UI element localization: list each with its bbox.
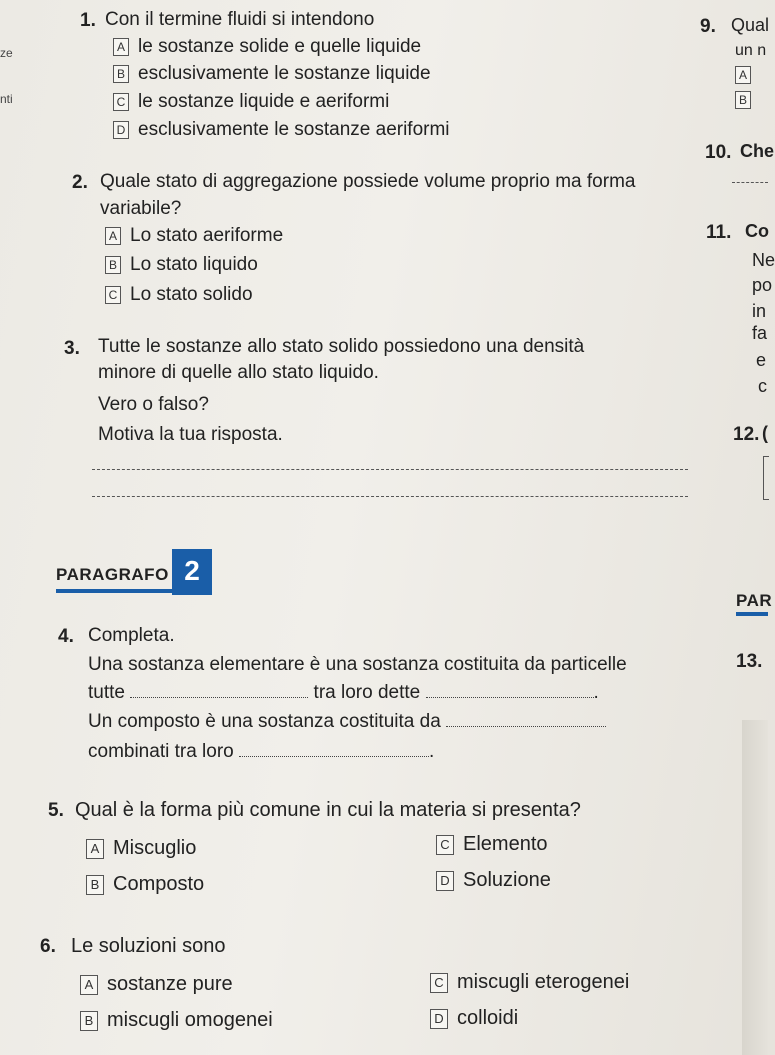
option-text: esclusivamente le sostanze liquide xyxy=(138,63,431,84)
question-4-title: Completa. xyxy=(88,625,175,646)
question-2-number: 2. xyxy=(72,172,88,193)
fill-text: tutte xyxy=(88,682,125,703)
question-10-number: 10. xyxy=(705,142,732,163)
text-fragment: e xyxy=(756,350,767,370)
fill-blank[interactable] xyxy=(130,696,308,698)
question-4-line3 xyxy=(88,711,606,733)
option-letter-badge: A xyxy=(735,66,751,84)
fill-text: Un composto è una sostanza costituita da xyxy=(88,711,441,732)
question-6-option-c[interactable] xyxy=(430,971,629,994)
question-1-option-c[interactable] xyxy=(113,91,389,113)
option-letter-badge: C xyxy=(430,973,448,993)
option-letter-badge: B xyxy=(735,91,751,109)
option-letter-badge: A xyxy=(105,227,121,245)
option-text: miscugli eterogenei xyxy=(457,971,630,993)
answer-box-edge[interactable] xyxy=(763,456,769,500)
question-11-number: 11. xyxy=(706,222,732,243)
question-3-prompt: Vero o falso? xyxy=(98,394,209,415)
option-text: colloidi xyxy=(457,1007,519,1029)
option-letter-badge: D xyxy=(113,121,129,139)
question-1-option-a[interactable] xyxy=(113,36,421,58)
question-5-number: 5. xyxy=(48,800,64,821)
option-letter-badge: B xyxy=(105,256,121,274)
paragraph-underline xyxy=(736,612,768,616)
margin-fragment: ze xyxy=(0,46,13,60)
question-1-option-d[interactable] xyxy=(113,119,450,141)
fill-blank[interactable] xyxy=(446,725,606,727)
text-fragment: po xyxy=(752,275,773,295)
question-3-motivate: Motiva la tua risposta. xyxy=(98,424,283,445)
answer-line[interactable] xyxy=(732,182,768,183)
question-1-option-b[interactable] xyxy=(113,63,431,85)
fill-blank[interactable] xyxy=(426,696,594,698)
fill-blank[interactable] xyxy=(239,755,429,757)
page-fold-shadow xyxy=(742,720,768,1055)
question-4-line4 xyxy=(88,741,434,763)
option-letter-badge: C xyxy=(113,93,129,111)
paragraph-heading-partial: PAR xyxy=(736,591,773,610)
question-6-number: 6. xyxy=(40,936,56,957)
option-text: esclusivamente le sostanze aeriformi xyxy=(138,119,450,140)
question-5-option-b[interactable] xyxy=(86,873,204,896)
question-2-option-a[interactable] xyxy=(105,225,283,247)
question-4-line1: Una sostanza elementare è una sostanza costituita da particelle xyxy=(88,654,627,675)
fill-text: combinati tra loro xyxy=(88,741,234,762)
paragraph-number: 2 xyxy=(172,549,212,595)
option-text: sostanze pure xyxy=(107,973,233,995)
option-text: Elemento xyxy=(463,833,548,855)
option-text: Lo stato liquido xyxy=(130,254,258,275)
question-10-text: Che xyxy=(740,141,775,161)
margin-fragment: nti xyxy=(0,92,13,106)
fill-text: tra loro dette xyxy=(313,682,421,703)
question-12-number: 12. xyxy=(733,424,760,445)
paragraph-underline xyxy=(56,589,174,593)
question-13-number: 13. xyxy=(736,651,763,672)
question-3-text-cont: minore di quelle allo stato liquido. xyxy=(98,362,379,383)
question-5-option-c[interactable] xyxy=(436,833,548,856)
question-6-option-a[interactable] xyxy=(80,973,233,996)
question-2-option-c[interactable] xyxy=(105,284,253,306)
question-5-option-d[interactable] xyxy=(436,869,551,892)
option-text: Composto xyxy=(113,873,205,895)
question-9-text: Qual xyxy=(731,15,770,35)
option-letter-badge: C xyxy=(105,286,121,304)
option-text: le sostanze liquide e aeriformi xyxy=(138,91,390,112)
question-9-option-b[interactable] xyxy=(735,91,760,109)
question-4-line2 xyxy=(88,682,599,704)
question-1-text: Con il termine fluidi si intendono xyxy=(105,9,375,30)
answer-line[interactable] xyxy=(92,469,688,470)
option-text: Soluzione xyxy=(463,869,551,891)
option-letter-badge: A xyxy=(86,839,104,859)
fill-text: . xyxy=(593,682,599,703)
question-12-text: ( xyxy=(762,423,768,443)
fill-text: . xyxy=(429,741,435,762)
question-5-text: Qual è la forma più comune in cui la materia si presenta? xyxy=(75,799,581,821)
text-fragment: in xyxy=(752,301,767,321)
paragraph-heading: PARAGRAFO xyxy=(56,565,169,584)
option-letter-badge: D xyxy=(430,1009,448,1029)
option-text: Miscuglio xyxy=(113,837,197,859)
text-fragment: Ne xyxy=(752,250,775,270)
option-text: miscugli omogenei xyxy=(107,1009,273,1031)
option-letter-badge: C xyxy=(436,835,454,855)
option-text: Lo stato aeriforme xyxy=(130,225,284,246)
option-letter-badge: A xyxy=(113,38,129,56)
option-letter-badge: B xyxy=(86,875,104,895)
option-letter-badge: A xyxy=(80,975,98,995)
question-11-text: Co xyxy=(745,221,769,241)
question-1-number: 1. xyxy=(80,10,96,31)
option-letter-badge: B xyxy=(113,65,129,83)
question-4-number: 4. xyxy=(58,626,74,647)
option-text: Lo stato solido xyxy=(130,284,253,305)
question-5-option-a[interactable] xyxy=(86,837,196,860)
question-6-option-b[interactable] xyxy=(80,1009,273,1032)
question-6-option-d[interactable] xyxy=(430,1007,518,1030)
text-fragment: c xyxy=(758,376,767,396)
question-2-text-cont: variabile? xyxy=(100,198,182,219)
question-9-option-a[interactable] xyxy=(735,66,760,84)
question-3-number: 3. xyxy=(64,338,80,359)
question-9-line2: un n xyxy=(735,42,767,59)
question-6-text: Le soluzioni sono xyxy=(71,935,226,957)
option-letter-badge: B xyxy=(80,1011,98,1031)
answer-line[interactable] xyxy=(92,496,688,497)
option-letter-badge: D xyxy=(436,871,454,891)
question-2-text: Quale stato di aggregazione possiede volume proprio ma forma xyxy=(100,171,636,192)
option-text: le sostanze solide e quelle liquide xyxy=(138,36,422,57)
text-fragment: fa xyxy=(752,323,768,343)
question-2-option-b[interactable] xyxy=(105,254,258,276)
question-3-text: Tutte le sostanze allo stato solido possiedono una densità xyxy=(98,336,585,357)
question-9-number: 9. xyxy=(700,16,716,37)
